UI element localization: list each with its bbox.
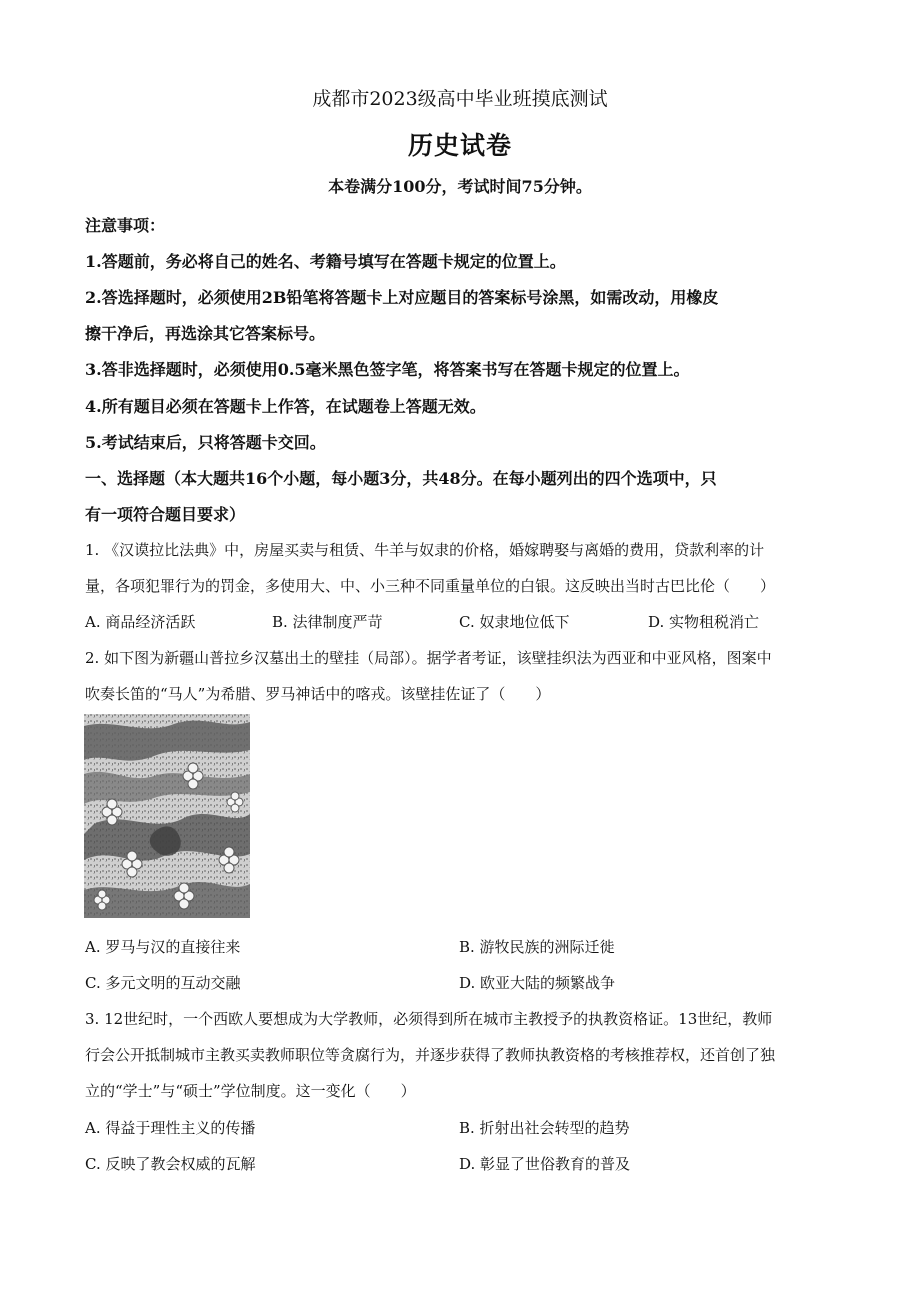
option-a: A. 商品经济活跃 — [85, 613, 196, 631]
option-d: D. 欧亚大陆的频繁战争 — [459, 974, 616, 992]
notice-item: 1.答题前，务必将自己的姓名、考籍号填写在答题卡规定的位置上。 — [85, 252, 566, 271]
notice-item: 5.考试结束后，只将答题卡交回。 — [85, 433, 326, 452]
notice-item: 3.答非选择题时，必须使用0.5毫米黑色签字笔，将答案书写在答题卡规定的位置上。 — [85, 360, 690, 379]
question-text: 3. 12世纪时，一个西欧人要想成为大学教师，必须得到所在城市主教授予的执教资格证。13世纪，教师 — [85, 1010, 773, 1028]
question-text: 2. 如下图为新疆山普拉乡汉墓出土的壁挂（局部）。据学者考证，该壁挂织法为西亚和中亚风格，图案中 — [85, 649, 772, 667]
section-heading: 一、选择题（本大题共16个小题，每小题3分，共48分。在每小题列出的四个选项中，只 — [85, 469, 717, 488]
notice-item: 擦干净后，再选涂其它答案标号。 — [85, 324, 326, 343]
subject-title: 历史试卷 — [407, 131, 512, 160]
option-b: B. 游牧民族的洲际迁徙 — [459, 938, 615, 956]
score-info: 本卷满分100分，考试时间75分钟。 — [328, 177, 592, 196]
option-d: D. 实物租税消亡 — [648, 613, 760, 631]
question-text: 吹奏长笛的“马人”为希腊、罗马神话中的喀戎。该壁挂佐证了（ ） — [85, 685, 551, 703]
option-b: B. 折射出社会转型的趋势 — [459, 1119, 630, 1137]
notice-item: 2.答选择题时，必须使用2B铅笔将答题卡上对应题目的答案标号涂黑，如需改动，用橡皮 — [85, 288, 719, 307]
section-heading: 有一项符合题目要求） — [85, 505, 246, 524]
notice-item: 4.所有题目必须在答题卡上作答，在试题卷上答题无效。 — [85, 397, 486, 416]
option-d: D. 彰显了世俗教育的普及 — [459, 1155, 631, 1173]
option-c: C. 反映了教会权威的瓦解 — [85, 1155, 256, 1173]
option-c: C. 多元文明的互动交融 — [85, 974, 241, 992]
question-text: 1. 《汉谟拉比法典》中，房屋买卖与租赁、牛羊与奴隶的价格，婚嫁聘娶与离婚的费用，贷款利率的计 — [85, 541, 765, 559]
notice-heading: 注意事项： — [85, 216, 166, 235]
tapestry-image — [84, 714, 250, 918]
option-a: A. 罗马与汉的直接往来 — [85, 938, 241, 956]
question-text: 立的“学士”与“硕士”学位制度。这一变化（ ） — [85, 1082, 416, 1100]
option-b: B. 法律制度严苛 — [272, 613, 383, 631]
exam-title: 成都市2023级高中毕业班摸底测试 — [312, 88, 608, 110]
question-text: 行会公开抵制城市主教买卖教师职位等贪腐行为，并逐步获得了教师执教资格的考核推荐权，还首创了独 — [85, 1046, 776, 1064]
option-c: C. 奴隶地位低下 — [459, 613, 570, 631]
option-a: A. 得益于理性主义的传播 — [85, 1119, 256, 1137]
question-text: 量，各项犯罪行为的罚金，多使用大、中、小三种不同重量单位的白银。这反映出当时古巴比伦（ ） — [85, 577, 776, 595]
